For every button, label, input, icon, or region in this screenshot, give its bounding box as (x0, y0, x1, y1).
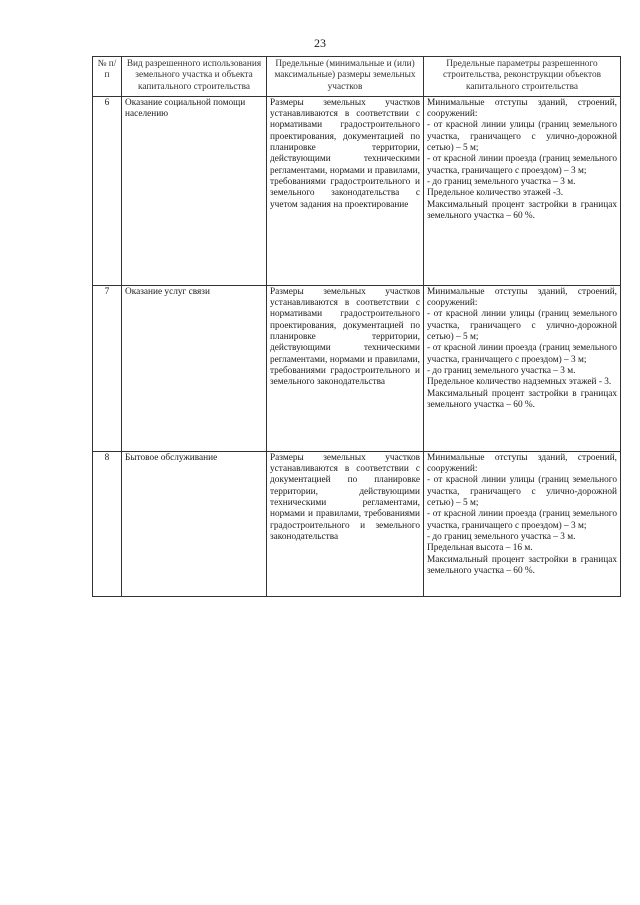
param-line: Предельное количество этажей -3. (427, 188, 564, 199)
header-number: № п/п (93, 57, 122, 97)
use-type-cell: Оказание услуг связи (122, 285, 267, 451)
construction-params-cell (424, 451, 621, 596)
param-line: Предельная высота – 16 м. (427, 543, 533, 554)
row-number: 8 (93, 451, 122, 596)
plot-size-cell: Размеры земельных участков устанавливаются в соответствии с нормативами градостроительного проектирования, документацией по планировке территории, действующими техническими регламентами, нормами и правилами, требованиями градостроительного и земельного законодательства (267, 285, 424, 451)
param-line: - от красной линии улицы (границ земельного участка, граничащего с улично-дорожной сетью) – 5 м; (427, 120, 617, 154)
param-line: - от красной линии проезда (границ земельного участка, граничащего с проездом) – 3 м; (427, 154, 617, 176)
table-header-row (93, 57, 621, 97)
param-line: - до границ земельного участка – 3 м. (427, 531, 576, 542)
param-line: Максимальный процент застройки в границах земельного участка – 60 %. (427, 554, 617, 576)
param-line: Минимальные отступы зданий, строений, сооружений: (427, 286, 617, 309)
param-line: - от красной линии улицы (границ земельного участка, граничащего с улично-дорожной сетью) – 5 м; (427, 475, 617, 509)
table-row (93, 451, 621, 596)
header-plot-size: Предельные (минимальные и (или) максимальные) размеры земельных участков (267, 57, 424, 97)
use-type-cell: Бытовое обслуживание (122, 451, 267, 596)
param-line: - от красной линии проезда (границ земельного участка, граничащего с проездом) – 3 м; (427, 509, 617, 531)
header-construction-params: Предельные параметры разрешенного строительства, реконструкции объектов капитального строительства (424, 57, 621, 97)
param-line: - до границ земельного участка – 3 м. (427, 365, 576, 376)
row-number: 7 (93, 285, 122, 451)
construction-params-cell (424, 96, 621, 285)
header-use-type: Вид разрешенного использования земельного участка и объекта капитального строительства (122, 57, 267, 97)
param-line: Максимальный процент застройки в границах земельного участка – 60 %. (427, 388, 617, 410)
page-number: 23 (314, 36, 326, 50)
param-line: - до границ земельного участка – 3 м. (427, 176, 576, 187)
plot-size-cell: Размеры земельных участков устанавливаются в соответствии с нормативами градостроительного проектирования, документацией по планировке территории, действующими техническими регламентами, нормами и правилами, требованиями градостроительного и земельного законодательства с учетом задания на проектирование (267, 96, 424, 285)
row-number: 6 (93, 96, 122, 285)
param-line: Максимальный процент застройки в границах земельного участка – 60 %. (427, 199, 617, 221)
param-line: - от красной линии проезда (границ земельного участка, граничащего с проездом) – 3 м; (427, 343, 617, 365)
construction-params-cell (424, 285, 621, 451)
param-line: Предельное количество надземных этажей - 3. (427, 377, 612, 388)
param-line: Минимальные отступы зданий, строений, сооружений: (427, 97, 617, 120)
land-use-table (92, 56, 621, 597)
table-row (93, 285, 621, 451)
use-type-cell: Оказание социальной помощи населению (122, 96, 267, 285)
plot-size-cell: Размеры земельных участков устанавливаются в соответствии с документацией по планировке территории, действующими техническими регламентами, нормами и правилами, требованиями градостроительного и земельного законодательства (267, 451, 424, 596)
param-line: Минимальные отступы зданий, строений, сооружений: (427, 452, 617, 475)
param-line: - от красной линии улицы (границ земельного участка, граничащего с улично-дорожной сетью) – 5 м; (427, 309, 617, 343)
table-row (93, 96, 621, 285)
